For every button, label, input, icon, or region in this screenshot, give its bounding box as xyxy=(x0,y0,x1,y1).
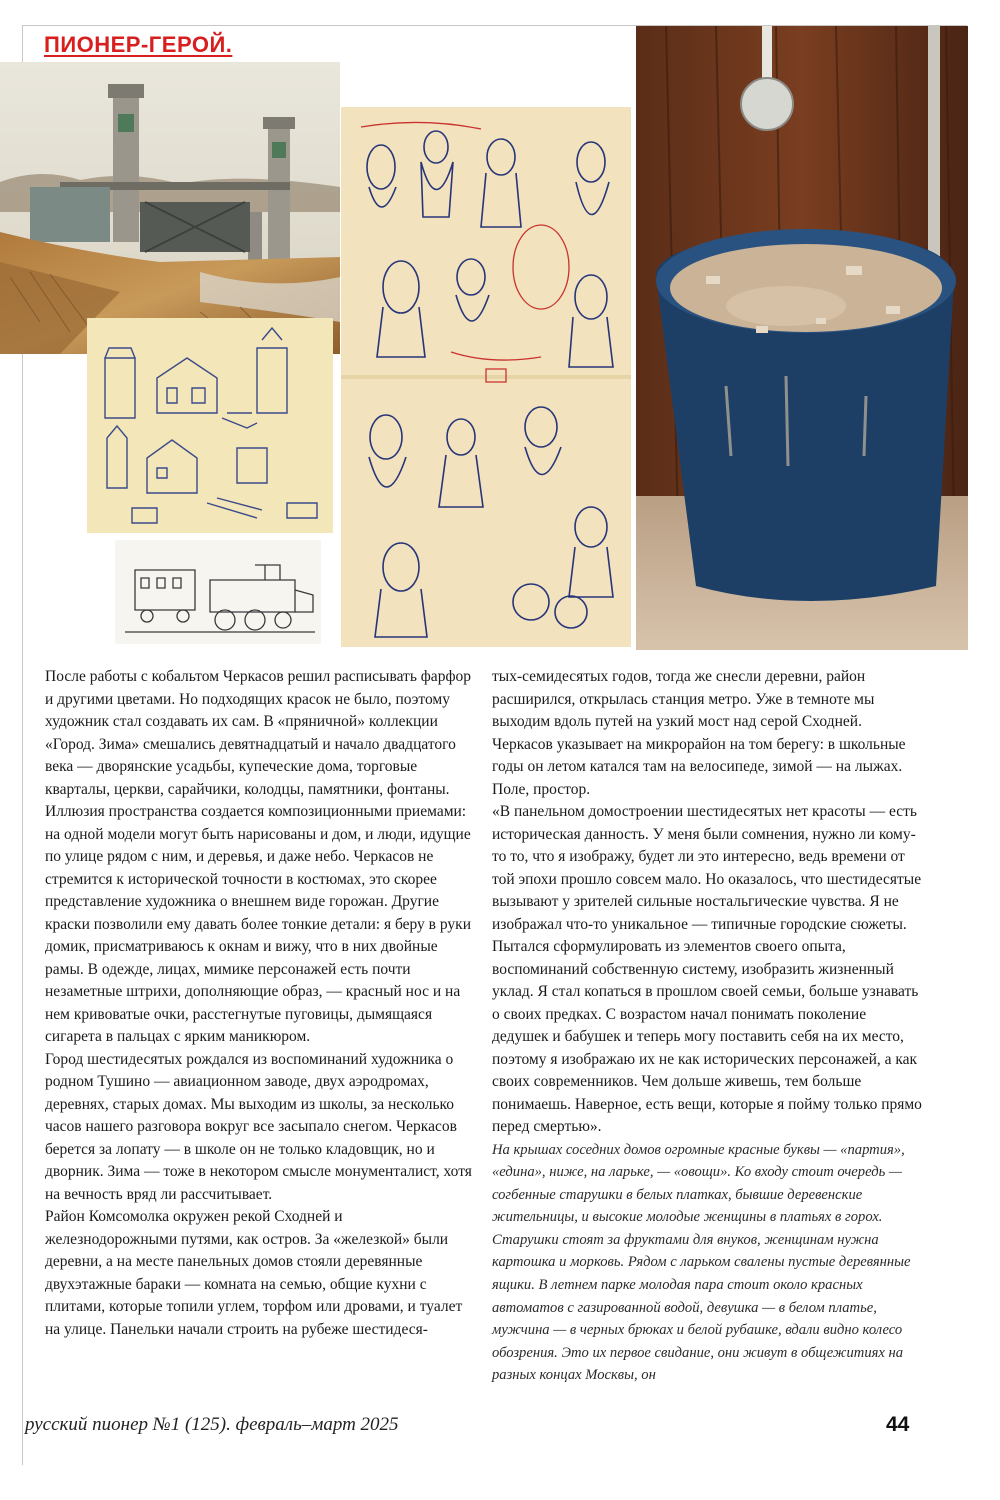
page-number: 44 xyxy=(886,1413,910,1436)
photo-clay-bucket xyxy=(636,26,968,650)
article-right-column xyxy=(492,666,924,1387)
article-italic-paragraph: На крышах соседних домов огромные красные буквы — «партия», «едина», ниже, на ларьке, — «овощи». Ко входу стоит очередь — согбенные старушки в белых платках, бывшие деревенские жительницы, и высокие молодые женщины в платьях в горох. Старушки стоят за фруктами для внуков, женщинам нужна картошка и морковь. Рядом с ларьком свалены пустые деревянные ящики. В летнем парке молодая пара стоит около красных автоматов с газированной водой, девушка — в белом платье, мужчина — в черных брюках и белой рубашке, вдали видно колесо обозрения. Это их первое свидание, они живут в общежитиях на разных концах Москвы, он xyxy=(492,1141,911,1384)
article-paragraph: После работы с кобальтом Черкасов решил расписывать фарфор и другими цветами. Но подходящих красок не было, поэтому художник стал создавать их сам. В «пряничной» коллекции «Город. Зима» смешались девятнадцатый и начало двадцатого века — дворянские усадьбы, купеческие дома, торговые кварталы, церкви, сарайчики, колодцы, памятники, фонтаны. Иллюзия пространства создается композиционными приемами: на одной модели могут быть нарисованы и дом, и люди, идущие по улице рядом с ним, и деревья, и даже небо. Черкасов не стремится к исторической точности в костюмах, это скорее представление художника о внешнем виде горожан. Другие краски позволили ему давать более тонкие детали: я беру в руки домик, присматриваюсь к окнам и вижу, что в них двойные рамы. В одежде, лицах, мимике персонажей есть почти незаметные штрихи, дополняющие образ, — красный нос и на нем кривоватые очки, расстегнутые пуговицы, дымящаяся сигарета в пальцах с ярким маникюром. xyxy=(45,668,471,1045)
article-quote-paragraph: «В панельном домостроении шестидесятых нет красоты — есть историческая данность. У меня были сомнения, нужно ли кому-то то, что я изображу, будет ли это интересно, ведь времени от той эпохи прошло совсем мало. Но оказалось, что шестидесятые вызывают у зрителей сильные ностальгические чувства. Я не изображал что-то уникальное — типичные городские сюжеты. Пытался сформулировать из элементов своего опыта, воспоминаний собственную систему, изобразить жизненный уклад. Я стал копаться в прошлом своей семьи, больше узнавать о своих предках. С возрастом начал понимать поколение дедушек и бабушек и теперь могу поставить себя на их место, поэтому я изображаю их не как исторических персонажей, а как своих современников. Чем дольше живешь, тем больше понимаешь. Наверное, есть вещи, которые я пойму только прямо перед смертью». xyxy=(492,803,922,1135)
article-paragraph: Город шестидесятых рождался из воспоминаний художника о родном Тушино — авиационном заводе, двух аэродромах, деревнях, старых домах. Мы выходим из школы, за несколько часов нашего разговора вокруг все засыпало снегом. Черкасов берется за лопату — в школе он не только кладовщик, но и дворник. Зима — тоже в некотором смысле монументалист, хотя на вечность вряд ли рассчитывает. xyxy=(45,1050,472,1203)
section-title: ПИОНЕР-ГЕРОЙ. xyxy=(44,32,233,57)
sketch-steam-train xyxy=(115,540,321,644)
article-paragraph: Район Комсомолка окружен рекой Сходней и железнодорожными путями, как остров. За «железкой» были деревни, а на месте панельных домов стояли деревянные двухэтажные бараки — комната на семью, общие кухни с плитами, которые топили углем, торфом или дровами, и туалет на улице. Панельки начали строить на рубеже шестидеся- xyxy=(45,1208,463,1338)
painting-river-locks xyxy=(0,62,340,354)
magazine-footer: русский пионер №1 (125). февраль–март 2025 xyxy=(25,1414,399,1435)
article-left-column xyxy=(45,666,475,1341)
sketch-buildings xyxy=(87,318,333,533)
article-paragraph: тых-семидесятых годов, тогда же снесли деревни, район расширился, открылась станция метро. Уже в темноте мы выходим вдоль путей на узкий мост над серой Сходней. Черкасов указывает на микрорайон на том берегу: в школьные годы он летом катался там на велосипеде, зимой — на лыжах. Поле, простор. xyxy=(492,668,906,798)
sketches-figurines xyxy=(341,107,631,647)
